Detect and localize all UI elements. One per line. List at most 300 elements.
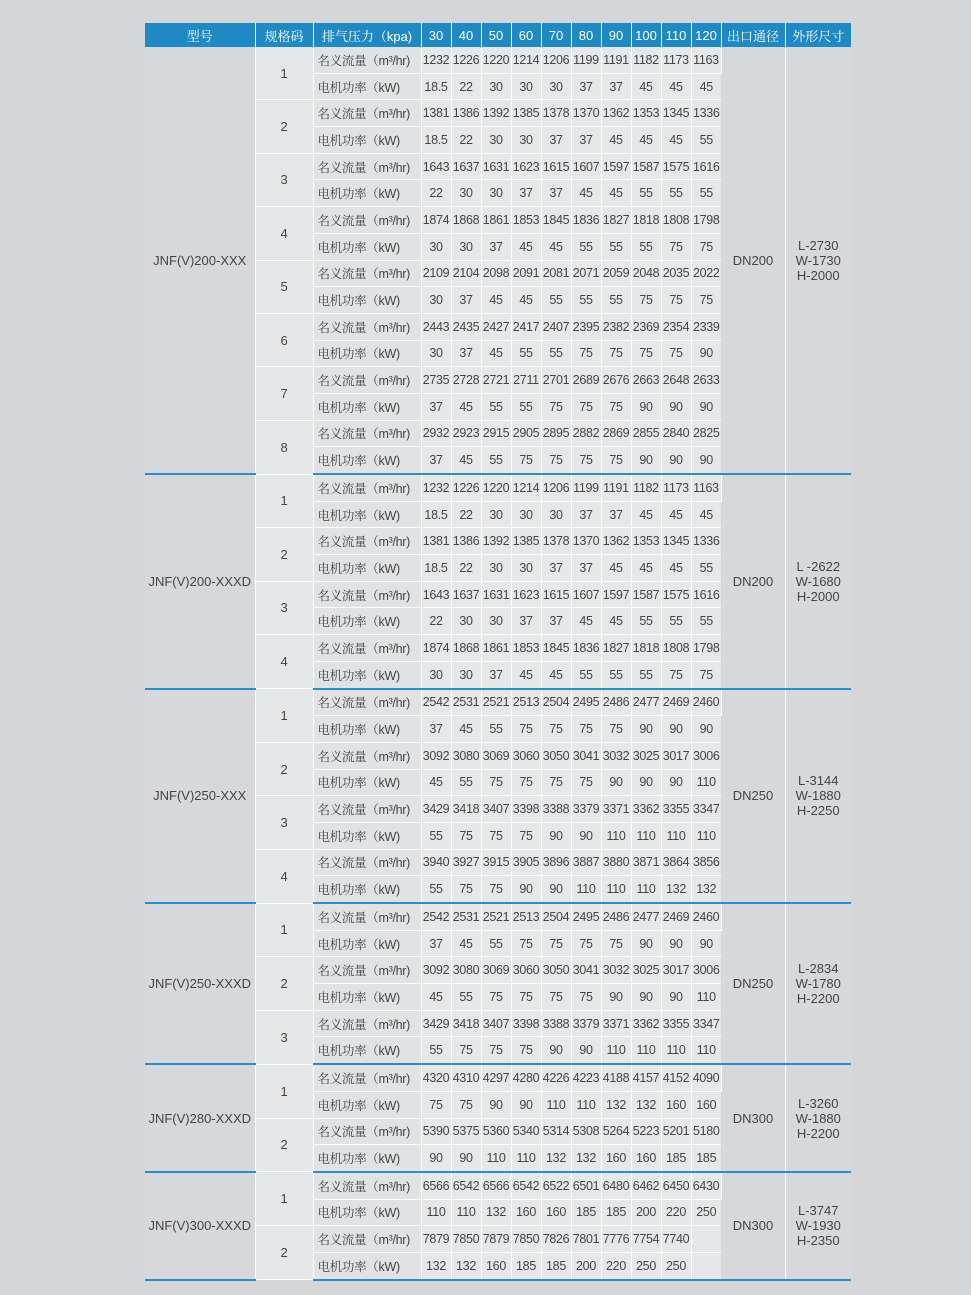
power-value-cell: 75 — [511, 1037, 541, 1064]
power-value-cell: 45 — [631, 501, 661, 528]
flow-value-cell: 2104 — [451, 260, 481, 287]
power-value-cell: 45 — [631, 73, 661, 100]
flow-value-cell: 3362 — [631, 796, 661, 823]
power-value-cell: 90 — [631, 393, 661, 420]
power-value-cell: 75 — [481, 769, 511, 796]
power-value-cell: 30 — [481, 608, 511, 635]
power-value-cell: 110 — [691, 822, 721, 849]
flow-value-cell: 6450 — [661, 1172, 691, 1199]
flow-value-cell: 5180 — [691, 1118, 721, 1145]
flow-value-cell: 6542 — [451, 1172, 481, 1199]
flow-value-cell: 1336 — [691, 528, 721, 555]
power-value-cell: 90 — [631, 984, 661, 1011]
flow-value-cell: 2022 — [691, 260, 721, 287]
power-value-cell: 55 — [481, 716, 511, 743]
power-value-cell: 110 — [661, 822, 691, 849]
flow-value-cell: 3864 — [661, 849, 691, 876]
power-value-cell: 45 — [661, 555, 691, 582]
flow-label-cell: 名义流量（m³/hr) — [313, 1118, 421, 1145]
power-value-cell: 45 — [451, 447, 481, 474]
flow-value-cell: 1386 — [451, 100, 481, 127]
power-value-cell: 45 — [571, 180, 601, 207]
flow-value-cell: 1199 — [571, 474, 601, 501]
flow-value-cell: 2882 — [571, 420, 601, 447]
power-value-cell: 75 — [661, 287, 691, 314]
outlet-cell: DN300 — [721, 1064, 785, 1172]
flow-value-cell: 3060 — [511, 742, 541, 769]
flow-value-cell: 3347 — [691, 1010, 721, 1037]
power-value-cell: 45 — [691, 73, 721, 100]
header-code: 规格码 — [255, 23, 313, 47]
power-value-cell: 37 — [451, 287, 481, 314]
spec-code-cell: 2 — [255, 1226, 313, 1280]
flow-value-cell: 1336 — [691, 100, 721, 127]
power-value-cell: 30 — [481, 555, 511, 582]
power-value-cell: 90 — [421, 1145, 451, 1172]
flow-value-cell: 1575 — [661, 581, 691, 608]
power-value-cell: 55 — [571, 287, 601, 314]
power-value-cell: 55 — [481, 393, 511, 420]
power-value-cell: 75 — [541, 930, 571, 957]
power-value-cell: 75 — [451, 1037, 481, 1064]
power-value-cell: 37 — [511, 608, 541, 635]
flow-value-cell: 2711 — [511, 367, 541, 394]
table-row — [145, 903, 851, 930]
flow-value-cell: 1182 — [631, 47, 661, 73]
power-value-cell: 75 — [571, 984, 601, 1011]
flow-label-cell: 名义流量（m³/hr) — [313, 849, 421, 876]
flow-value-cell: 2521 — [481, 903, 511, 930]
flow-value-cell: 7776 — [601, 1226, 631, 1253]
flow-label-cell: 名义流量（m³/hr) — [313, 581, 421, 608]
power-value-cell: 75 — [571, 447, 601, 474]
power-value-cell: 55 — [691, 555, 721, 582]
power-value-cell: 75 — [691, 233, 721, 260]
flow-value-cell: 5340 — [511, 1118, 541, 1145]
flow-value-cell: 3041 — [571, 957, 601, 984]
flow-value-cell: 2098 — [481, 260, 511, 287]
header-model: 型号 — [145, 23, 255, 47]
power-value-cell: 90 — [691, 447, 721, 474]
dims-cell: L-2834 W-1780 H-2200 — [785, 903, 851, 1064]
flow-value-cell: 1353 — [631, 100, 661, 127]
flow-value-cell: 7850 — [511, 1226, 541, 1253]
flow-value-cell: 2915 — [481, 420, 511, 447]
spec-code-cell: 5 — [255, 260, 313, 313]
flow-value-cell: 4310 — [451, 1064, 481, 1091]
power-value-cell: 90 — [691, 393, 721, 420]
flow-value-cell: 3355 — [661, 1010, 691, 1037]
flow-value-cell: 2035 — [661, 260, 691, 287]
power-label-cell: 电机功率（kW) — [313, 180, 421, 207]
power-value-cell: 18.5 — [421, 501, 451, 528]
power-value-cell: 37 — [421, 930, 451, 957]
power-value-cell: 55 — [631, 661, 661, 688]
power-value-cell: 45 — [601, 127, 631, 154]
power-value-cell: 90 — [661, 984, 691, 1011]
power-value-cell: 110 — [571, 876, 601, 903]
power-value-cell: 55 — [601, 661, 631, 688]
power-value-cell: 37 — [481, 233, 511, 260]
power-value-cell: 75 — [421, 1091, 451, 1118]
power-value-cell: 185 — [571, 1199, 601, 1226]
flow-value-cell: 2091 — [511, 260, 541, 287]
flow-value-cell: 2407 — [541, 313, 571, 340]
power-value-cell: 30 — [451, 180, 481, 207]
power-value-cell: 30 — [481, 501, 511, 528]
power-value-cell: 250 — [631, 1252, 661, 1279]
power-value-cell: 30 — [421, 233, 451, 260]
flow-value-cell: 1623 — [511, 581, 541, 608]
flow-value-cell: 1378 — [541, 100, 571, 127]
flow-value-cell: 1818 — [631, 207, 661, 234]
power-label-cell: 电机功率（kW) — [313, 822, 421, 849]
power-value-cell: 75 — [571, 393, 601, 420]
power-value-cell: 110 — [571, 1091, 601, 1118]
power-value-cell: 185 — [601, 1199, 631, 1226]
flow-label-cell: 名义流量（m³/hr) — [313, 903, 421, 930]
power-value-cell: 30 — [451, 661, 481, 688]
power-value-cell: 55 — [631, 180, 661, 207]
flow-value-cell: 2504 — [541, 903, 571, 930]
power-value-cell: 45 — [451, 930, 481, 957]
power-value-cell: 55 — [451, 984, 481, 1011]
flow-value-cell: 1214 — [511, 474, 541, 501]
power-label-cell: 电机功率（kW) — [313, 661, 421, 688]
model-cell: JNF(V)250-XXX — [145, 689, 255, 904]
flow-value-cell: 1845 — [541, 635, 571, 662]
power-value-cell: 55 — [571, 661, 601, 688]
power-label-cell: 电机功率（kW) — [313, 287, 421, 314]
power-value-cell: 45 — [571, 608, 601, 635]
spec-code-cell: 4 — [255, 635, 313, 689]
power-value-cell: 45 — [511, 233, 541, 260]
flow-label-cell: 名义流量（m³/hr) — [313, 957, 421, 984]
outlet-cell: DN250 — [721, 903, 785, 1064]
power-value-cell: 18.5 — [421, 73, 451, 100]
flow-value-cell: 6501 — [571, 1172, 601, 1199]
header-pressure: 排气压力（kpa) — [313, 23, 421, 47]
power-value-cell: 75 — [601, 340, 631, 367]
flow-value-cell: 7740 — [661, 1226, 691, 1253]
flow-value-cell: 1370 — [571, 528, 601, 555]
power-label-cell: 电机功率（kW) — [313, 1145, 421, 1172]
power-value-cell: 55 — [541, 287, 571, 314]
power-value-cell: 75 — [601, 930, 631, 957]
flow-value-cell: 6430 — [691, 1172, 721, 1199]
spec-code-cell: 3 — [255, 1010, 313, 1064]
flow-value-cell: 1206 — [541, 47, 571, 73]
power-value-cell: 220 — [601, 1252, 631, 1279]
flow-value-cell: 2825 — [691, 420, 721, 447]
power-value-cell: 75 — [451, 876, 481, 903]
power-value-cell: 45 — [631, 127, 661, 154]
flow-value-cell: 1163 — [691, 47, 721, 73]
power-value-cell: 30 — [541, 501, 571, 528]
flow-value-cell: 2895 — [541, 420, 571, 447]
power-value-cell: 110 — [451, 1199, 481, 1226]
power-value-cell: 75 — [481, 1037, 511, 1064]
power-value-cell: 90 — [451, 1145, 481, 1172]
power-value-cell: 90 — [661, 716, 691, 743]
power-value-cell: 22 — [451, 127, 481, 154]
flow-value-cell: 1199 — [571, 47, 601, 73]
power-value-cell: 37 — [511, 180, 541, 207]
power-value-cell: 90 — [661, 393, 691, 420]
power-value-cell: 45 — [481, 287, 511, 314]
power-value-cell: 75 — [661, 661, 691, 688]
power-value-cell: 75 — [571, 769, 601, 796]
power-value-cell: 160 — [661, 1091, 691, 1118]
flow-value-cell: 6566 — [421, 1172, 451, 1199]
flow-value-cell: 3080 — [451, 957, 481, 984]
power-value-cell: 45 — [421, 984, 451, 1011]
flow-value-cell: 1827 — [601, 207, 631, 234]
power-value-cell: 90 — [541, 876, 571, 903]
flow-value-cell: 3006 — [691, 742, 721, 769]
flow-label-cell: 名义流量（m³/hr) — [313, 742, 421, 769]
flow-value-cell: 3025 — [631, 742, 661, 769]
power-value-cell: 110 — [691, 1037, 721, 1064]
flow-label-cell: 名义流量（m³/hr) — [313, 1010, 421, 1037]
flow-value-cell: 2676 — [601, 367, 631, 394]
flow-value-cell: 2701 — [541, 367, 571, 394]
power-value-cell: 75 — [601, 393, 631, 420]
flow-value-cell: 1861 — [481, 207, 511, 234]
power-value-cell: 37 — [451, 340, 481, 367]
power-value-cell — [691, 1252, 721, 1279]
flow-value-cell: 3069 — [481, 742, 511, 769]
power-value-cell: 132 — [571, 1145, 601, 1172]
flow-value-cell: 4320 — [421, 1064, 451, 1091]
power-value-cell: 37 — [571, 555, 601, 582]
flow-value-cell: 3887 — [571, 849, 601, 876]
flow-value-cell: 1587 — [631, 153, 661, 180]
power-value-cell: 55 — [511, 393, 541, 420]
flow-value-cell: 2486 — [601, 903, 631, 930]
flow-value-cell: 1597 — [601, 153, 631, 180]
flow-value-cell: 1607 — [571, 581, 601, 608]
power-value-cell: 30 — [421, 340, 451, 367]
flow-value-cell: 2633 — [691, 367, 721, 394]
flow-value-cell: 3398 — [511, 1010, 541, 1037]
power-value-cell: 75 — [481, 876, 511, 903]
flow-value-cell: 1861 — [481, 635, 511, 662]
flow-value-cell: 3398 — [511, 796, 541, 823]
flow-value-cell: 1868 — [451, 635, 481, 662]
power-value-cell: 75 — [601, 716, 631, 743]
flow-value-cell: 3006 — [691, 957, 721, 984]
spec-code-cell: 6 — [255, 313, 313, 366]
power-label-cell: 电机功率（kW) — [313, 1199, 421, 1226]
power-value-cell: 55 — [691, 127, 721, 154]
power-value-cell: 75 — [541, 716, 571, 743]
flow-value-cell: 4226 — [541, 1064, 571, 1091]
flow-value-cell: 6462 — [631, 1172, 661, 1199]
flow-value-cell: 1386 — [451, 528, 481, 555]
model-cell: JNF(V)250-XXXD — [145, 903, 255, 1064]
flow-value-cell: 2923 — [451, 420, 481, 447]
power-value-cell: 75 — [541, 769, 571, 796]
flow-value-cell: 1631 — [481, 153, 511, 180]
power-value-cell: 18.5 — [421, 127, 451, 154]
power-value-cell: 110 — [601, 876, 631, 903]
power-value-cell: 110 — [421, 1199, 451, 1226]
power-value-cell: 90 — [691, 930, 721, 957]
flow-value-cell: 1232 — [421, 474, 451, 501]
power-value-cell: 37 — [541, 127, 571, 154]
flow-value-cell: 1616 — [691, 153, 721, 180]
power-value-cell: 110 — [511, 1145, 541, 1172]
flow-value-cell: 3379 — [571, 1010, 601, 1037]
flow-value-cell: 3347 — [691, 796, 721, 823]
spec-code-cell: 1 — [255, 1172, 313, 1226]
model-cell: JNF(V)200-XXXD — [145, 474, 255, 689]
flow-value-cell: 1827 — [601, 635, 631, 662]
power-value-cell: 110 — [661, 1037, 691, 1064]
power-value-cell: 22 — [451, 73, 481, 100]
flow-value-cell: 6542 — [511, 1172, 541, 1199]
header-pressure-value: 100 — [631, 23, 661, 47]
power-value-cell: 37 — [481, 661, 511, 688]
power-value-cell: 22 — [451, 555, 481, 582]
flow-value-cell: 1575 — [661, 153, 691, 180]
power-value-cell: 160 — [601, 1145, 631, 1172]
power-value-cell: 185 — [661, 1145, 691, 1172]
flow-value-cell: 3025 — [631, 957, 661, 984]
flow-value-cell: 6566 — [481, 1172, 511, 1199]
power-value-cell: 75 — [511, 447, 541, 474]
power-value-cell: 55 — [601, 287, 631, 314]
power-value-cell: 75 — [541, 393, 571, 420]
flow-value-cell: 1853 — [511, 635, 541, 662]
power-value-cell: 22 — [421, 180, 451, 207]
table-row — [145, 47, 851, 73]
power-label-cell: 电机功率（kW) — [313, 716, 421, 743]
power-value-cell: 90 — [511, 876, 541, 903]
flow-value-cell: 3080 — [451, 742, 481, 769]
power-value-cell: 90 — [631, 716, 661, 743]
power-value-cell: 90 — [661, 769, 691, 796]
power-value-cell: 55 — [601, 233, 631, 260]
flow-value-cell: 2369 — [631, 313, 661, 340]
table-row — [145, 1064, 851, 1091]
flow-value-cell: 1616 — [691, 581, 721, 608]
power-value-cell: 37 — [541, 608, 571, 635]
table-row — [145, 474, 851, 501]
spec-code-cell: 2 — [255, 1118, 313, 1172]
power-value-cell: 132 — [421, 1252, 451, 1279]
flow-value-cell: 4188 — [601, 1064, 631, 1091]
flow-value-cell: 1853 — [511, 207, 541, 234]
power-value-cell: 30 — [421, 287, 451, 314]
flow-value-cell: 2339 — [691, 313, 721, 340]
flow-value-cell: 2663 — [631, 367, 661, 394]
flow-value-cell: 3355 — [661, 796, 691, 823]
power-label-cell: 电机功率（kW) — [313, 876, 421, 903]
power-value-cell: 132 — [661, 876, 691, 903]
power-label-cell: 电机功率（kW) — [313, 608, 421, 635]
flow-value-cell: 3915 — [481, 849, 511, 876]
spec-code-cell: 2 — [255, 528, 313, 581]
spec-code-cell: 1 — [255, 689, 313, 743]
power-value-cell: 75 — [661, 233, 691, 260]
spec-code-cell: 8 — [255, 420, 313, 474]
flow-value-cell: 3407 — [481, 796, 511, 823]
flow-value-cell: 1173 — [661, 47, 691, 73]
power-value-cell: 45 — [511, 661, 541, 688]
outlet-cell: DN250 — [721, 689, 785, 904]
power-value-cell: 75 — [571, 716, 601, 743]
power-value-cell: 250 — [691, 1199, 721, 1226]
power-value-cell: 30 — [511, 73, 541, 100]
flow-label-cell: 名义流量（m³/hr) — [313, 153, 421, 180]
power-label-cell: 电机功率（kW) — [313, 1037, 421, 1064]
flow-value-cell: 3069 — [481, 957, 511, 984]
power-value-cell: 160 — [541, 1199, 571, 1226]
flow-value-cell: 2728 — [451, 367, 481, 394]
spec-code-cell: 7 — [255, 367, 313, 420]
power-value-cell: 55 — [421, 822, 451, 849]
power-value-cell: 45 — [511, 287, 541, 314]
power-value-cell: 45 — [481, 340, 511, 367]
flow-value-cell: 2513 — [511, 903, 541, 930]
power-label-cell: 电机功率（kW) — [313, 447, 421, 474]
flow-value-cell: 3896 — [541, 849, 571, 876]
power-value-cell: 132 — [631, 1091, 661, 1118]
power-value-cell: 45 — [691, 501, 721, 528]
flow-label-cell: 名义流量（m³/hr) — [313, 1172, 421, 1199]
flow-label-cell: 名义流量（m³/hr) — [313, 420, 421, 447]
flow-value-cell: 2477 — [631, 903, 661, 930]
power-label-cell: 电机功率（kW) — [313, 984, 421, 1011]
flow-value-cell: 1345 — [661, 100, 691, 127]
power-value-cell: 22 — [421, 608, 451, 635]
power-value-cell: 75 — [691, 661, 721, 688]
flow-value-cell: 2504 — [541, 689, 571, 716]
flow-value-cell: 7879 — [481, 1226, 511, 1253]
header-pressure-value: 50 — [481, 23, 511, 47]
power-value-cell: 45 — [421, 769, 451, 796]
flow-value-cell: 7850 — [451, 1226, 481, 1253]
flow-value-cell: 3362 — [631, 1010, 661, 1037]
flow-value-cell: 3017 — [661, 742, 691, 769]
power-value-cell: 75 — [691, 287, 721, 314]
power-value-cell: 30 — [451, 233, 481, 260]
power-value-cell: 45 — [451, 393, 481, 420]
spec-code-cell: 2 — [255, 100, 313, 153]
flow-value-cell: 3017 — [661, 957, 691, 984]
flow-value-cell: 7754 — [631, 1226, 661, 1253]
flow-value-cell: 2059 — [601, 260, 631, 287]
power-value-cell: 55 — [661, 180, 691, 207]
flow-value-cell: 3429 — [421, 796, 451, 823]
flow-value-cell: 2460 — [691, 903, 721, 930]
power-value-cell: 110 — [691, 769, 721, 796]
flow-value-cell: 3032 — [601, 957, 631, 984]
power-value-cell: 37 — [421, 716, 451, 743]
flow-value-cell: 2542 — [421, 903, 451, 930]
flow-value-cell: 1615 — [541, 153, 571, 180]
flow-value-cell: 3371 — [601, 1010, 631, 1037]
flow-label-cell: 名义流量（m³/hr) — [313, 689, 421, 716]
spec-code-cell: 4 — [255, 207, 313, 260]
flow-value-cell: 2109 — [421, 260, 451, 287]
power-value-cell: 110 — [601, 822, 631, 849]
flow-value-cell: 2354 — [661, 313, 691, 340]
model-cell: JNF(V)280-XXXD — [145, 1064, 255, 1172]
flow-value-cell: 1226 — [451, 47, 481, 73]
